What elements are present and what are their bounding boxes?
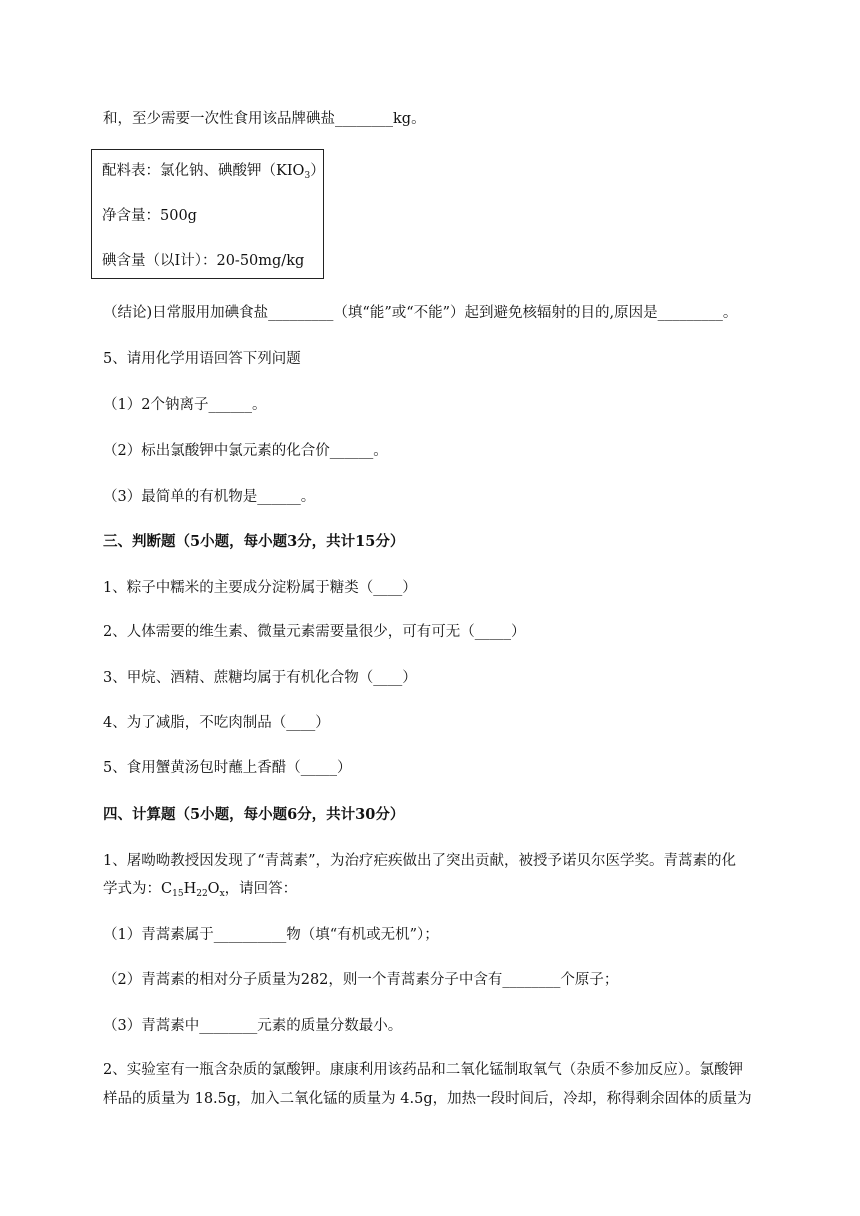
section4-heading: 四、计算题（5小题，每小题6分，共计30分） <box>103 806 405 823</box>
section3-item-1: 1、粽子中糯米的主要成分淀粉属于糖类（____） <box>103 580 417 596</box>
intro-line: 和，至少需要一次性食用该品牌碘盐________kg。 <box>103 111 426 127</box>
q5-item-3: （3）最简单的有机物是______。 <box>103 489 316 505</box>
section3-item-4: 4、为了减脂，不吃肉制品（____） <box>103 715 330 731</box>
q2-line-2: 样品的质量为 18.5g，加入二氧化锰的质量为 4.5g，加热一段时间后，冷却，称得剩余固体的质量为 <box>103 1091 752 1107</box>
q1-part-3: （3）青蒿素中________元素的质量分数最小。 <box>103 1018 403 1034</box>
q5-title: 5、请用化学用语回答下列问题 <box>103 351 301 367</box>
q5-item-2: （2）标出氯酸钾中氯元素的化合价______。 <box>103 443 388 459</box>
q1-part-1: （1）青蒿素属于__________物（填“有机或无机”）； <box>103 927 439 943</box>
salt-label-box <box>91 149 324 279</box>
conclusion-line: （结论)日常服用加碘食盐_________（填“能”或“不能”）起到避免核辐射的目的,原因是_________。 <box>103 305 738 321</box>
q1-line-2: 学式为：$C_{15}H_{22}O_x$，请回答： <box>103 881 298 899</box>
section3-item-2: 2、人体需要的维生素、微量元素需要量很少，可有可无（_____） <box>103 624 526 640</box>
section3-heading: 三、判断题（5小题，每小题3分，共计15分） <box>103 533 405 550</box>
q5-item-1: （1）2个钠离子______。 <box>103 397 267 413</box>
net-content-line: 净含量：500g <box>102 208 197 224</box>
ingredients-line: 配料表：氯化钠、碘酸钾$(KIO_3)$ <box>102 163 325 181</box>
iodine-content-line: 碘含量（以I计）：20-50mg/kg <box>102 253 305 269</box>
section3-item-5: 5、食用蟹黄汤包时蘸上香醋（_____） <box>103 760 352 776</box>
q1-part-2: （2）青蒿素的相对分子质量为282，则一个青蒿素分子中含有________个原子； <box>103 972 619 988</box>
q2-line-1: 2、实验室有一瓶含杂质的氯酸钾。康康利用该药品和二氧化锰制取氧气（杂质不参加反应）。氯酸钾 <box>103 1062 743 1078</box>
q1-line-1: 1、屠呦呦教授因发现了“青蒿素”，为治疗疟疾做出了突出贡献，被授予诺贝尔医学奖。青蒿素的化 <box>103 853 737 869</box>
section3-item-3: 3、甲烷、酒精、蔗糖均属于有机化合物（____） <box>103 670 417 686</box>
